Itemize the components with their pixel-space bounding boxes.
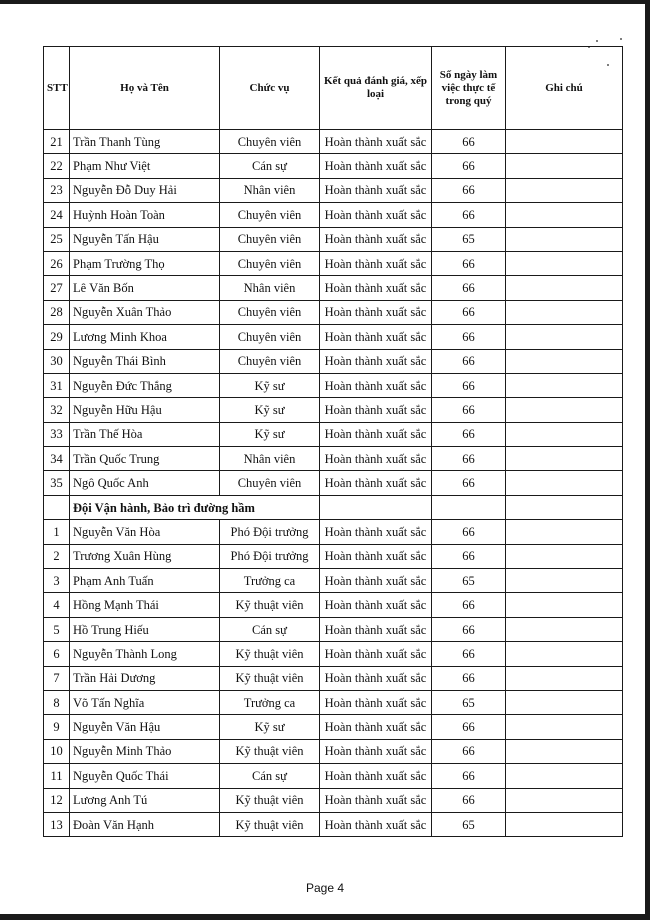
- row-stt: 11: [44, 764, 70, 788]
- table-row: [44, 569, 623, 593]
- row-result: Hoàn thành xuất sắc: [320, 739, 432, 763]
- row-working-days: 66: [432, 130, 506, 154]
- scan-border-top: [0, 0, 650, 4]
- row-note: [506, 569, 623, 593]
- row-result: Hoàn thành xuất sắc: [320, 812, 432, 836]
- row-name: Hồ Trung Hiếu: [70, 617, 220, 641]
- row-stt: 29: [44, 325, 70, 349]
- row-name: Trần Thế Hòa: [70, 422, 220, 446]
- table-row: [44, 422, 623, 446]
- row-working-days: 66: [432, 154, 506, 178]
- table-row: [44, 666, 623, 690]
- section-body: [44, 495, 623, 519]
- row-working-days: 66: [432, 178, 506, 202]
- section-title: Đội Vận hành, Bảo trì đường hầm: [70, 495, 320, 519]
- row-role: Kỹ sư: [220, 398, 320, 422]
- row-stt: 30: [44, 349, 70, 373]
- table-row: [44, 178, 623, 202]
- section-result-cell: [320, 495, 432, 519]
- row-note: [506, 203, 623, 227]
- row-note: [506, 178, 623, 202]
- row-working-days: 66: [432, 422, 506, 446]
- row-note: [506, 642, 623, 666]
- row-name: Lương Anh Tú: [70, 788, 220, 812]
- row-name: Phạm Trường Thọ: [70, 251, 220, 275]
- row-role: Kỹ thuật viên: [220, 593, 320, 617]
- row-result: Hoàn thành xuất sắc: [320, 764, 432, 788]
- row-note: [506, 276, 623, 300]
- row-role: Kỹ thuật viên: [220, 812, 320, 836]
- row-role: Chuyên viên: [220, 349, 320, 373]
- row-name: Nguyễn Tấn Hậu: [70, 227, 220, 251]
- section-days-cell: [432, 495, 506, 519]
- row-working-days: 66: [432, 203, 506, 227]
- row-role: Kỹ sư: [220, 373, 320, 397]
- row-name: Nguyễn Đỗ Duy Hải: [70, 178, 220, 202]
- row-role: Kỹ thuật viên: [220, 666, 320, 690]
- row-name: Huỳnh Hoàn Toàn: [70, 203, 220, 227]
- table-row: [44, 227, 623, 251]
- row-role: Cán sự: [220, 617, 320, 641]
- row-role: Chuyên viên: [220, 227, 320, 251]
- row-note: [506, 398, 623, 422]
- row-stt: 4: [44, 593, 70, 617]
- row-working-days: 66: [432, 447, 506, 471]
- table-row: [44, 642, 623, 666]
- row-working-days: 66: [432, 471, 506, 495]
- table-row: [44, 812, 623, 836]
- row-name: Trương Xuân Hùng: [70, 544, 220, 568]
- row-stt: 3: [44, 569, 70, 593]
- row-note: [506, 130, 623, 154]
- section-stt-cell: [44, 495, 70, 519]
- table-row: [44, 203, 623, 227]
- row-working-days: 65: [432, 690, 506, 714]
- row-stt: 6: [44, 642, 70, 666]
- table-header-row: [44, 47, 623, 130]
- table-row: [44, 349, 623, 373]
- row-result: Hoàn thành xuất sắc: [320, 300, 432, 324]
- row-working-days: 66: [432, 520, 506, 544]
- row-working-days: 65: [432, 227, 506, 251]
- row-note: [506, 617, 623, 641]
- row-working-days: 66: [432, 764, 506, 788]
- row-result: Hoàn thành xuất sắc: [320, 154, 432, 178]
- row-role: Nhân viên: [220, 447, 320, 471]
- row-role: Phó Đội trưởng: [220, 544, 320, 568]
- row-stt: 33: [44, 422, 70, 446]
- row-note: [506, 325, 623, 349]
- row-stt: 24: [44, 203, 70, 227]
- row-note: [506, 764, 623, 788]
- row-working-days: 66: [432, 715, 506, 739]
- row-working-days: 66: [432, 617, 506, 641]
- row-result: Hoàn thành xuất sắc: [320, 325, 432, 349]
- row-stt: 1: [44, 520, 70, 544]
- row-note: [506, 373, 623, 397]
- scan-speck: [620, 38, 622, 40]
- row-result: Hoàn thành xuất sắc: [320, 227, 432, 251]
- row-working-days: 66: [432, 251, 506, 275]
- row-role: Chuyên viên: [220, 325, 320, 349]
- row-role: Chuyên viên: [220, 203, 320, 227]
- group2-body: [44, 520, 623, 837]
- row-note: [506, 471, 623, 495]
- row-note: [506, 739, 623, 763]
- table-row: [44, 739, 623, 763]
- row-working-days: 66: [432, 593, 506, 617]
- row-name: Hồng Mạnh Thái: [70, 593, 220, 617]
- row-stt: 34: [44, 447, 70, 471]
- row-note: [506, 593, 623, 617]
- row-name: Lương Minh Khoa: [70, 325, 220, 349]
- row-working-days: 66: [432, 373, 506, 397]
- row-note: [506, 715, 623, 739]
- table-row: [44, 325, 623, 349]
- row-stt: 25: [44, 227, 70, 251]
- row-stt: 26: [44, 251, 70, 275]
- header-role: Chức vụ: [220, 47, 320, 130]
- row-stt: 2: [44, 544, 70, 568]
- row-result: Hoàn thành xuất sắc: [320, 617, 432, 641]
- row-result: Hoàn thành xuất sắc: [320, 544, 432, 568]
- group1-body: [44, 130, 623, 496]
- row-role: Cán sự: [220, 764, 320, 788]
- table-row: [44, 130, 623, 154]
- row-note: [506, 520, 623, 544]
- row-role: Chuyên viên: [220, 300, 320, 324]
- row-name: Nguyễn Quốc Thái: [70, 764, 220, 788]
- row-stt: 5: [44, 617, 70, 641]
- section-note-cell: [506, 495, 623, 519]
- row-note: [506, 300, 623, 324]
- table-row: [44, 764, 623, 788]
- header-working-days: Số ngày làm việc thực tế trong quý: [432, 47, 506, 130]
- table-row: [44, 593, 623, 617]
- row-role: Cán sự: [220, 154, 320, 178]
- row-working-days: 66: [432, 788, 506, 812]
- table-row: [44, 544, 623, 568]
- row-result: Hoàn thành xuất sắc: [320, 447, 432, 471]
- row-note: [506, 666, 623, 690]
- header-result: Kết quả đánh giá, xếp loại: [320, 47, 432, 130]
- row-note: [506, 447, 623, 471]
- table-row: [44, 300, 623, 324]
- row-name: Ngô Quốc Anh: [70, 471, 220, 495]
- row-result: Hoàn thành xuất sắc: [320, 251, 432, 275]
- row-note: [506, 251, 623, 275]
- row-result: Hoàn thành xuất sắc: [320, 471, 432, 495]
- row-role: Kỹ thuật viên: [220, 642, 320, 666]
- row-stt: 28: [44, 300, 70, 324]
- table-row: [44, 251, 623, 275]
- row-working-days: 66: [432, 398, 506, 422]
- header-name: Họ và Tên: [70, 47, 220, 130]
- row-working-days: 65: [432, 812, 506, 836]
- row-note: [506, 788, 623, 812]
- row-note: [506, 812, 623, 836]
- row-role: Trưởng ca: [220, 569, 320, 593]
- row-working-days: 66: [432, 349, 506, 373]
- row-role: Chuyên viên: [220, 251, 320, 275]
- row-stt: 9: [44, 715, 70, 739]
- scan-border-right: [645, 0, 650, 920]
- row-stt: 13: [44, 812, 70, 836]
- row-name: Trần Hải Dương: [70, 666, 220, 690]
- row-role: Trưởng ca: [220, 690, 320, 714]
- row-name: Phạm Như Việt: [70, 154, 220, 178]
- row-note: [506, 690, 623, 714]
- table-row: [44, 276, 623, 300]
- row-working-days: 66: [432, 300, 506, 324]
- row-stt: 31: [44, 373, 70, 397]
- row-working-days: 66: [432, 666, 506, 690]
- row-name: Nguyễn Thành Long: [70, 642, 220, 666]
- scan-border-bottom: [0, 914, 650, 920]
- staff-evaluation-table: [43, 46, 623, 837]
- row-working-days: 65: [432, 569, 506, 593]
- row-role: Nhân viên: [220, 178, 320, 202]
- row-working-days: 66: [432, 642, 506, 666]
- row-result: Hoàn thành xuất sắc: [320, 569, 432, 593]
- row-role: Kỹ thuật viên: [220, 739, 320, 763]
- table-row: [44, 715, 623, 739]
- row-name: Nguyễn Văn Hậu: [70, 715, 220, 739]
- row-result: Hoàn thành xuất sắc: [320, 373, 432, 397]
- table-row: [44, 398, 623, 422]
- row-stt: 7: [44, 666, 70, 690]
- table-row: [44, 617, 623, 641]
- row-result: Hoàn thành xuất sắc: [320, 642, 432, 666]
- row-note: [506, 154, 623, 178]
- row-stt: 22: [44, 154, 70, 178]
- row-note: [506, 227, 623, 251]
- header-note: Ghi chú: [506, 47, 623, 130]
- row-role: Kỹ thuật viên: [220, 788, 320, 812]
- row-result: Hoàn thành xuất sắc: [320, 520, 432, 544]
- row-name: Nguyễn Minh Thảo: [70, 739, 220, 763]
- row-note: [506, 544, 623, 568]
- row-name: Nguyễn Hữu Hậu: [70, 398, 220, 422]
- table-row: [44, 788, 623, 812]
- row-name: Nguyễn Đức Thắng: [70, 373, 220, 397]
- row-name: Nguyễn Văn Hòa: [70, 520, 220, 544]
- table-row: [44, 471, 623, 495]
- row-stt: 27: [44, 276, 70, 300]
- row-result: Hoàn thành xuất sắc: [320, 788, 432, 812]
- row-note: [506, 422, 623, 446]
- table-row: [44, 154, 623, 178]
- row-result: Hoàn thành xuất sắc: [320, 690, 432, 714]
- row-role: Kỹ sư: [220, 715, 320, 739]
- row-role: Kỹ sư: [220, 422, 320, 446]
- row-working-days: 66: [432, 325, 506, 349]
- row-result: Hoàn thành xuất sắc: [320, 593, 432, 617]
- row-result: Hoàn thành xuất sắc: [320, 666, 432, 690]
- table-row: [44, 520, 623, 544]
- row-note: [506, 349, 623, 373]
- row-result: Hoàn thành xuất sắc: [320, 398, 432, 422]
- row-working-days: 66: [432, 739, 506, 763]
- table-row: [44, 373, 623, 397]
- row-result: Hoàn thành xuất sắc: [320, 349, 432, 373]
- row-result: Hoàn thành xuất sắc: [320, 178, 432, 202]
- row-stt: 21: [44, 130, 70, 154]
- row-stt: 23: [44, 178, 70, 202]
- table-row: [44, 690, 623, 714]
- section-row: [44, 495, 623, 519]
- row-result: Hoàn thành xuất sắc: [320, 422, 432, 446]
- row-name: Nguyễn Thái Bình: [70, 349, 220, 373]
- row-role: Chuyên viên: [220, 130, 320, 154]
- row-role: Nhân viên: [220, 276, 320, 300]
- table-row: [44, 447, 623, 471]
- row-name: Trần Quốc Trung: [70, 447, 220, 471]
- row-name: Võ Tấn Nghĩa: [70, 690, 220, 714]
- row-result: Hoàn thành xuất sắc: [320, 276, 432, 300]
- row-result: Hoàn thành xuất sắc: [320, 130, 432, 154]
- row-result: Hoàn thành xuất sắc: [320, 715, 432, 739]
- row-name: Lê Văn Bốn: [70, 276, 220, 300]
- row-role: Phó Đội trưởng: [220, 520, 320, 544]
- scan-speck: [596, 40, 598, 42]
- row-name: Nguyễn Xuân Thảo: [70, 300, 220, 324]
- row-working-days: 66: [432, 544, 506, 568]
- row-result: Hoàn thành xuất sắc: [320, 203, 432, 227]
- row-name: Phạm Anh Tuấn: [70, 569, 220, 593]
- row-stt: 10: [44, 739, 70, 763]
- page-number: Page 4: [305, 881, 345, 895]
- row-stt: 12: [44, 788, 70, 812]
- row-name: Đoàn Văn Hạnh: [70, 812, 220, 836]
- row-name: Trần Thanh Tùng: [70, 130, 220, 154]
- row-role: Chuyên viên: [220, 471, 320, 495]
- row-working-days: 66: [432, 276, 506, 300]
- header-stt: STT: [44, 47, 70, 130]
- row-stt: 32: [44, 398, 70, 422]
- row-stt: 8: [44, 690, 70, 714]
- row-stt: 35: [44, 471, 70, 495]
